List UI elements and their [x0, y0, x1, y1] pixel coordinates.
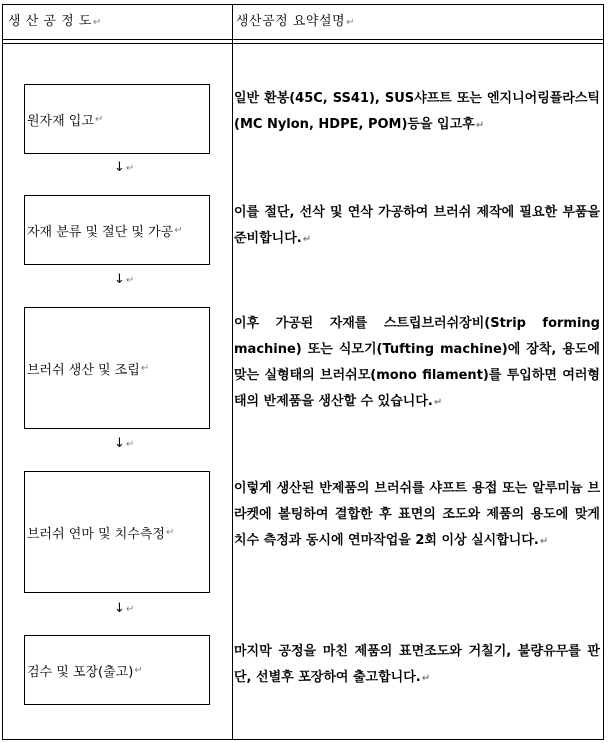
step-box-2: 자재 분류 및 절단 및 가공 ↵ — [24, 195, 210, 265]
step-desc-5: 마지막 공정을 마친 제품의 표면조도와 거칠기, 불량유무를 판단, 선별후 포장하여 출고합니다.↵ — [234, 644, 600, 685]
column-divider — [232, 5, 233, 739]
flow-arrow-4: ↓↵ — [114, 601, 135, 616]
header-process-chart: 생 산 공 정 도↵ — [8, 14, 102, 29]
step-box-5: 검수 및 포장(출고) ↵ — [24, 635, 210, 705]
header-summary: 생산공정 요약설명↵ — [236, 14, 355, 29]
flow-arrow-2: ↓↵ — [114, 272, 135, 287]
step-desc-1: 일반 환봉(45C, SS41), SUS샤프트 또는 엔지니어링플라스틱(MC Nylon, HDPE, POM)등을 입고후↵ — [234, 91, 600, 132]
step-desc-3: 이후 가공된 자재를 스트립브러쉬장비(Strip forming machine) 또는 식모기(Tufting machine)에 장착, 용도에 맞는 실형태의 브러쉬모(mono filament)를 투입하면 여러형태의 반제품을 생산할 수 있습니다.↵ — [234, 316, 600, 409]
flow-arrow-3: ↓↵ — [114, 436, 135, 451]
step-desc-2: 이를 절단, 선삭 및 연삭 가공하여 브러쉬 제작에 필요한 부품을 준비합니다.↵ — [234, 205, 600, 246]
header-divider-double — [3, 43, 603, 44]
step-desc-4: 이렇게 생산된 반제품의 브러쉬를 샤프트 용접 또는 알루미늄 브라켓에 볼팅하여 결합한 후 표면의 조도와 제품의 용도에 맞게 치수 측정과 동시에 연마작업을 2회 이상 실시합니다.↵ — [234, 481, 600, 548]
step-box-4: 브러쉬 연마 및 치수측정 ↵ — [24, 471, 210, 593]
header-divider — [3, 39, 603, 40]
step-box-1: 원자재 입고 ↵ — [24, 84, 210, 154]
step-box-3: 브러쉬 생산 및 조립 ↵ — [24, 307, 210, 429]
flow-arrow-1: ↓↵ — [114, 160, 135, 175]
